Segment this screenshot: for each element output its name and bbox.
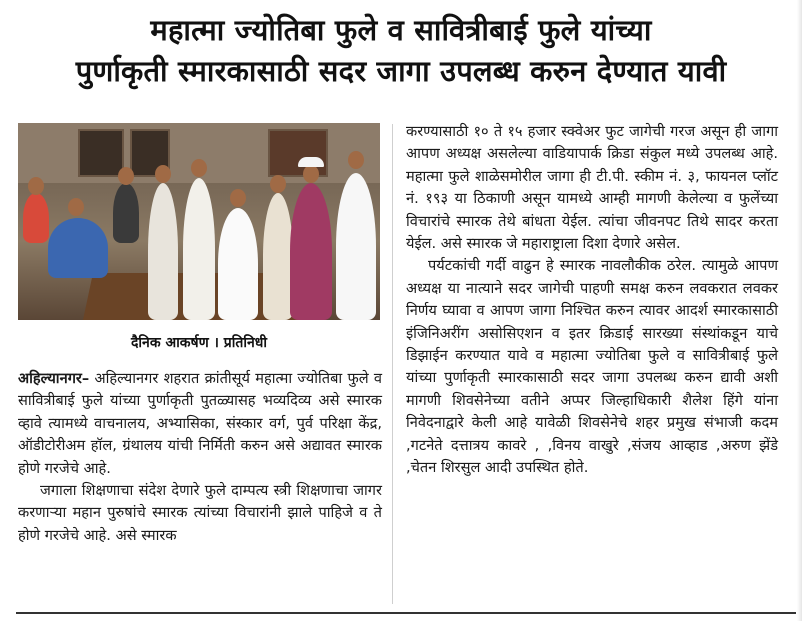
photo-person [183, 178, 215, 320]
headline-line-2: पुर्णाकृती स्मारकासाठी सदर जागा उपलब्ध करुन देण्यात यावी [75, 54, 727, 88]
photo-person-head [230, 189, 246, 207]
photo-wall-board [268, 129, 328, 177]
photo-wall-board [78, 129, 124, 177]
photo-person-head [118, 167, 134, 185]
news-photo [18, 123, 380, 320]
photo-person [23, 193, 49, 243]
article-column-right [406, 121, 778, 480]
photo-person [148, 183, 178, 320]
bottom-rule [16, 612, 796, 614]
left-paragraph-2: जगाला शिक्षणाचा संदेश देणारे फुले दाम्पत्य स्त्री शिक्षणाचा जागर करणाऱ्या महान पुरुषांचे स्मारक त्यांच्या विचारांनी झाले पाहिजे व ते होणे गरजेचे आहे. असे स्मारक [18, 482, 382, 544]
photo-caption: दैनिक आकर्षण । प्रतिनिधी [131, 335, 267, 351]
photo-person-cap [298, 157, 324, 167]
page-edge [797, 0, 802, 621]
photo-person-head [68, 198, 84, 216]
photo-person-head [155, 165, 171, 183]
photo-person-head [348, 151, 364, 169]
right-paragraph-1: करण्यासाठी १० ते १५ हजार स्क्वेअर फुट जागेची गरज असून ही जागा आपण अध्यक्ष असलेल्या वाडियापार्क क्रिडा संकुल मध्ये उपलब्ध आहे. महात्मा फुले शाळेसमोरील जागा ही टी.पी. स्कीम नं. ३, फायनल प्लॉट नं. १९३ या ठिकाणी असून यामध्ये आम्ही मागणी केलेल्या व फुलेंच्या विचारांचे स्मारक तेथे बांधता येईल. त्यांचा जीवनपट तिथे सादर करता येईल. असे स्मारक जे महाराष्ट्राला दिशा देणारे असेल. [406, 123, 778, 253]
photo-person [290, 183, 332, 320]
photo-person [113, 183, 139, 243]
photo-person-head [303, 165, 319, 183]
article-headline [0, 10, 802, 92]
photo-person [336, 173, 376, 320]
photo-person-head [28, 177, 44, 195]
left-paragraph-1 [18, 368, 382, 480]
right-paragraph-2: पर्यटकांची गर्दी वाढुन हे स्मारक नावलौकीक ठरेल. त्यामुळे आपण अध्यक्ष या नात्याने सदर जागेची पाहणी समक्ष करुन लवकरात लवकर निर्णय घ्यावा व आपण जागा निश्चित करुन त्यावर आदर्श स्मारकासाठी इंजिनिअरींग असोसिएशन व इतर क्रिडाई सारख्या संस्थांकडून याचे डिझाईन करण्यात यावे व महात्मा ज्योतिबा फुले व सावित्रीबाई फुले यांच्या पुर्णाकृती स्मारकासाठी सदर जागा उपलब्ध करुन द्यावी अशी मागणी शिवसेनेच्या वतीने अप्पर जिल्हाधिकारी शैलेश हिंगे यांना निवेदनाद्वारे केली आहे यावेळी शिवसेनेचे शहर प्रमुख संभाजी कदम ,गटनेते दत्तात्रय कावरे , ,विनय वाखुरे ,संजय आव्हाड ,अरुण झेंडे ,चेतन शिरसुल आदी उपस्थित होते. [406, 257, 778, 477]
photo-person-head [270, 175, 286, 193]
left-paragraph-1-text: अहिल्यानगर शहरात क्रांतीसूर्य महात्मा ज्योतिबा फुले व सावित्रीबाई फुले यांच्या पुर्णाकृती पुतळ्यासह भव्यदिव्य असे स्मारक व्हावे त्यामध्ये वाचनालय, अभ्यासिका, संस्कार वर्ग, पुर्व परिक्षा केंद्र, ऑडीटोरीअम हॉल, ग्रंथालय यांची निर्मिती करुन असे अद्यावत स्मारक होणे गरजेचे आहे. [18, 370, 382, 477]
photo-person [48, 218, 108, 278]
dateline: अहिल्यानगर– [18, 370, 90, 387]
article-column-left [18, 368, 382, 547]
headline-line-1: महात्मा ज्योतिबा फुले व सावित्रीबाई फुले यांच्या [150, 13, 652, 47]
photo-person [218, 208, 258, 320]
column-divider [392, 124, 393, 604]
photo-person [263, 193, 293, 320]
photo-person-head [191, 159, 207, 177]
